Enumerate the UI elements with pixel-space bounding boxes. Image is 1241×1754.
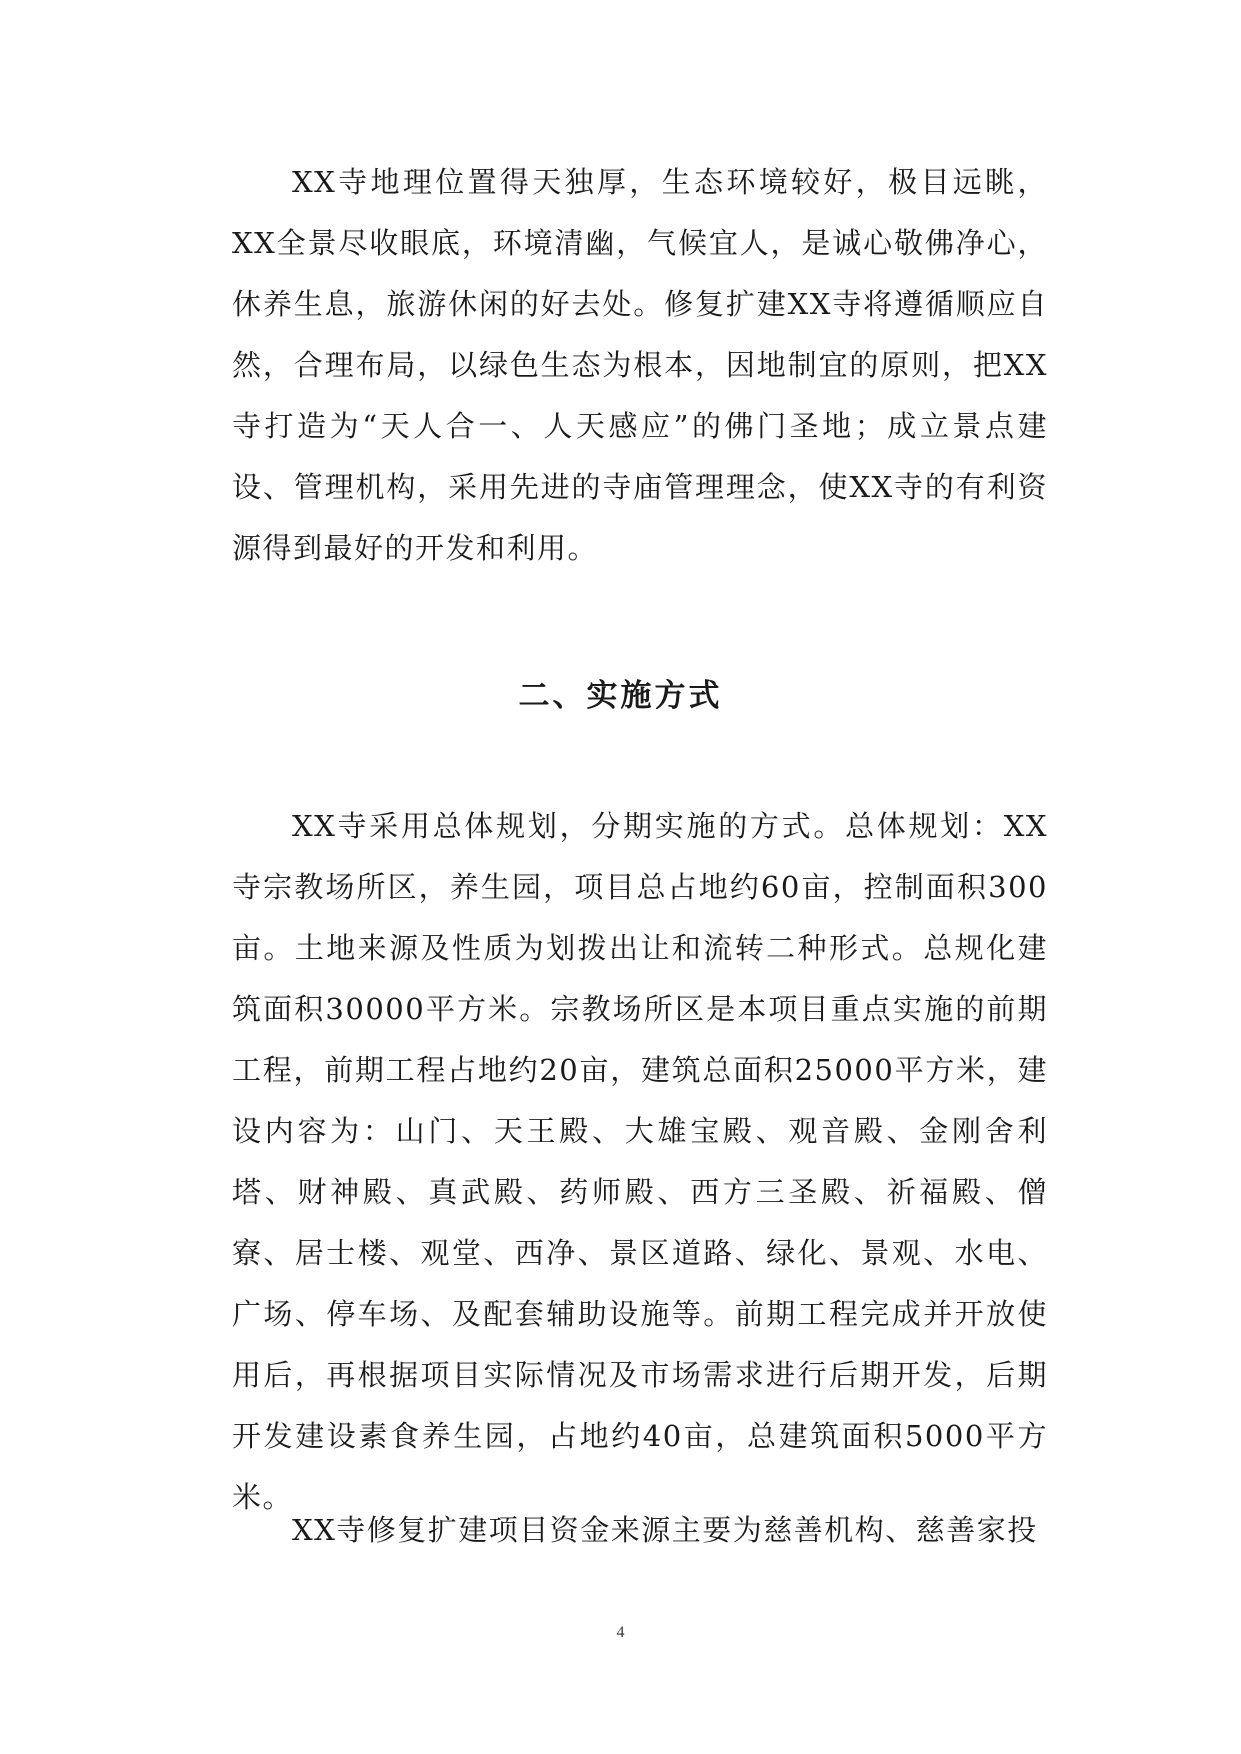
paragraph-funding: XX寺修复扩建项目资金来源主要为慈善机构、慈善家投 (292, 1513, 1038, 1547)
paragraph-location: XX寺地理位置得天独厚，生态环境较好，极目远眺，XX全景尽收眼底，环境清幽，气候宜人，是诚心敬佛净心，休养生息，旅游休闲的好去处。修复扩建XX寺将遵循顺应自然，合理布局，以绿色生态为根本，因地制宜的原则，把XX寺打造为“天人合一、人天感应”的佛门圣地；成立景点建设、管理机构，采用先进的寺庙管理理念，使XX寺的有利资源得到最好的开发和利用。 (232, 165, 1048, 565)
section-heading: 二、实施方式 (518, 678, 723, 714)
paragraph-implementation: XX寺采用总体规划，分期实施的方式。总体规划：XX寺宗教场所区，养生园，项目总占地约60亩，控制面积300亩。土地来源及性质为划拨出让和流转二种形式。总规化建筑面积30000平方米。宗教场所区是本项目重点实施的前期工程，前期工程占地约20亩，建筑总面积25000平方米，建设内容为：山门、天王殿、大雄宝殿、观音殿、金刚舍利塔、财神殿、真武殿、药师殿、西方三圣殿、祈福殿、僧寮、居士楼、观堂、西净、景区道路、绿化、景观、水电、广场、停车场、及配套辅助设施等。前期工程完成并开放使用后，再根据项目实际情况及市场需求进行后期开发，后期开发建设素食养生园，占地约40亩，总建筑面积5000平方米。 (232, 809, 1048, 1514)
page-number: 4 (616, 1624, 625, 1641)
